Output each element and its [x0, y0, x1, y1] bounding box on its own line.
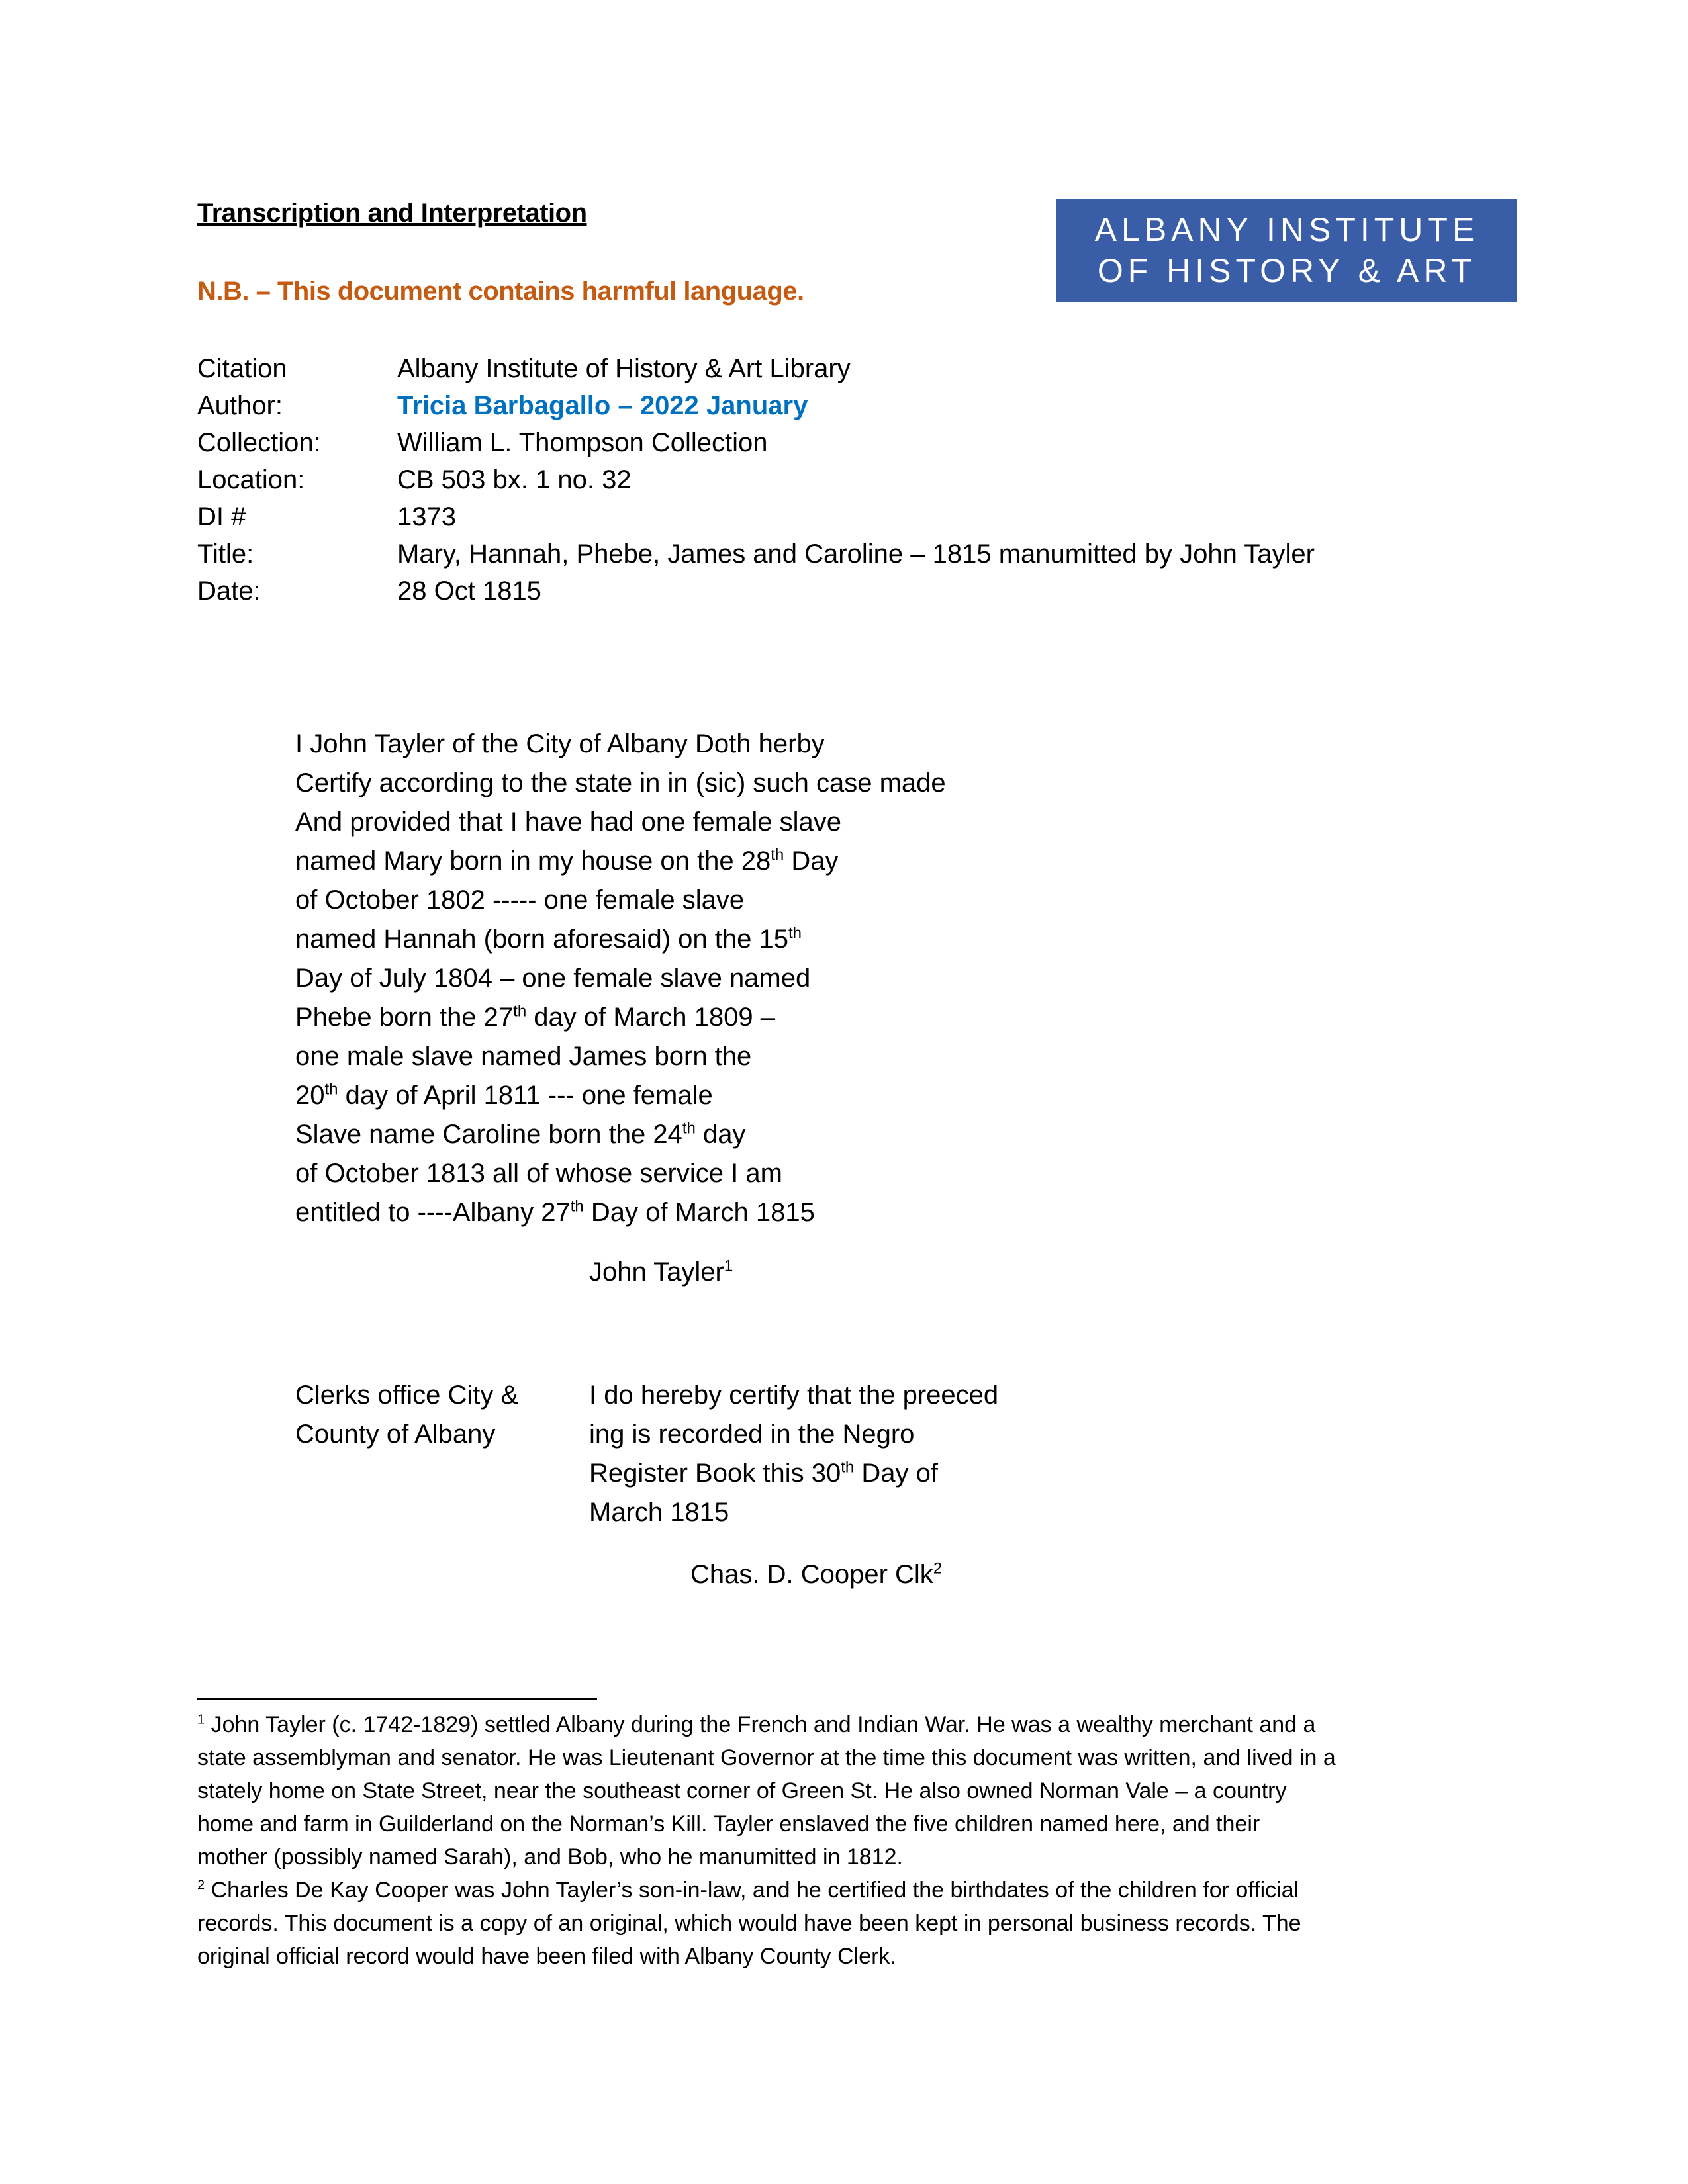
line-text: day [695, 1120, 746, 1149]
line-text: named Hannah (born aforesaid) on the 15 [295, 925, 788, 954]
line-text: day of April 1811 --- one female [338, 1081, 713, 1110]
signature-name: Chas. D. Cooper Clk [690, 1560, 933, 1589]
ordinal-suffix: th [513, 1002, 527, 1021]
metadata-label: Title: [197, 539, 254, 569]
author-value: Tricia Barbagallo – 2022 January [397, 391, 808, 420]
signature-name: John Tayler [589, 1257, 724, 1287]
transcription-line [295, 886, 744, 915]
footnote-number: 2 [197, 1878, 205, 1893]
transcription-line [295, 846, 838, 876]
document-heading: Transcription and Interpretation [197, 199, 587, 228]
line-text: Day of [854, 1459, 938, 1488]
footnote-text: John Tayler (c. 1742-1829) settled Albany during the French and Indian War. He was a wealthy merchant and a [205, 1712, 1316, 1737]
line-text: I John Tayler of the City of Albany Doth herby [295, 729, 825, 758]
transcription-line [295, 1003, 775, 1032]
line-text: of October 1813 all of whose service I am [295, 1159, 782, 1188]
metadata-label: DI # [197, 502, 246, 531]
footnote-number: 1 [197, 1712, 205, 1727]
transcription-line [295, 1120, 745, 1150]
line-text: Certify according to the state in in (sic) such case made [295, 768, 946, 797]
line-text: March 1815 [589, 1498, 729, 1527]
transcription-line [295, 1042, 751, 1071]
line-text: ing is recorded in the Negro [589, 1420, 915, 1449]
metadata-value: 1373 [397, 502, 456, 531]
metadata-label: Date: [197, 576, 261, 606]
footnote-line: original official record would have been filed with Albany County Clerk. [197, 1944, 896, 1969]
line-text: Day [784, 846, 839, 876]
ordinal-suffix: th [771, 846, 784, 864]
line-text: of October 1802 ----- one female slave [295, 886, 745, 915]
line-text: one male slave named James born the [295, 1042, 752, 1071]
clerk-office-line: County of Albany [295, 1420, 496, 1449]
certification-line [589, 1420, 914, 1449]
signature-john-tayler [589, 1257, 733, 1287]
ordinal-suffix: th [682, 1119, 696, 1138]
footnote-text: Charles De Kay Cooper was John Tayler’s son-in-law, and he certified the birthdates of the children for official [205, 1878, 1299, 1903]
ordinal-suffix: th [788, 924, 802, 942]
certification-line [589, 1498, 729, 1527]
metadata-value: Mary, Hannah, Phebe, James and Caroline – 1815 manumitted by John Tayler [397, 539, 1315, 569]
metadata-label: Citation [197, 354, 287, 383]
metadata-value: CB 503 bx. 1 no. 32 [397, 465, 632, 494]
ordinal-suffix: th [841, 1458, 855, 1477]
footnote-1 [197, 1712, 1315, 1738]
metadata-label: Collection: [197, 428, 321, 457]
transcription-line [295, 768, 946, 798]
footnote-ref[interactable]: 2 [933, 1559, 943, 1578]
line-text: Register Book this 30 [589, 1459, 841, 1488]
metadata-value: William L. Thompson Collection [397, 428, 768, 457]
transcription-line [295, 1159, 782, 1189]
footnote-line: mother (possibly named Sarah), and Bob, who he manumitted in 1812. [197, 1844, 903, 1870]
footnote-divider [197, 1698, 597, 1700]
line-text: entitled to ----Albany 27 [295, 1198, 571, 1227]
line-text: Day of July 1804 – one female slave named [295, 964, 811, 993]
harmful-language-warning: N.B. – This document contains harmful language. [197, 277, 804, 306]
footnote-line: stately home on State Street, near the southeast corner of Green St. He also owned Norman Vale – a country [197, 1778, 1287, 1803]
transcription-line [295, 1198, 815, 1228]
certification-line [589, 1381, 998, 1410]
line-text: 20 [295, 1081, 325, 1110]
line-text: I do hereby certify that the preeced [589, 1381, 999, 1410]
institute-logo [1056, 199, 1517, 302]
logo-line-2: OF HISTORY & ART [1097, 252, 1477, 289]
footnote-line: state assemblyman and senator. He was Lieutenant Governor at the time this document was written, and lived in a [197, 1745, 1336, 1770]
transcription-line [295, 964, 810, 993]
transcription-line [295, 1081, 713, 1111]
line-text: Day of March 1815 [583, 1198, 815, 1227]
footnote-line: records. This document is a copy of an original, which would have been kept in personal business records. The [197, 1911, 1301, 1936]
ordinal-suffix: th [324, 1080, 338, 1099]
line-text: day of March 1809 – [526, 1003, 775, 1032]
line-text: Phebe born the 27 [295, 1003, 514, 1032]
transcription-line [295, 925, 802, 954]
metadata-value: Albany Institute of History & Art Library [397, 354, 851, 383]
footnote-2 [197, 1878, 1299, 1903]
logo-line-1: ALBANY INSTITUTE [1094, 211, 1479, 248]
signature-clerk [690, 1560, 942, 1590]
metadata-value: 28 Oct 1815 [397, 576, 541, 606]
metadata-label: Location: [197, 465, 305, 494]
metadata-label: Author: [197, 391, 283, 420]
clerk-office-line: Clerks office City & [295, 1381, 519, 1410]
transcription-line [295, 729, 825, 759]
footnote-line: home and farm in Guilderland on the Norman’s Kill. Tayler enslaved the five children named here, and their [197, 1811, 1260, 1837]
ordinal-suffix: th [570, 1197, 584, 1216]
transcription-line [295, 807, 841, 837]
line-text: named Mary born in my house on the 28 [295, 846, 771, 876]
line-text: Slave name Caroline born the 24 [295, 1120, 682, 1149]
line-text: And provided that I have had one female slave [295, 807, 841, 837]
footnote-ref[interactable]: 1 [724, 1257, 733, 1275]
certification-line [589, 1459, 938, 1488]
